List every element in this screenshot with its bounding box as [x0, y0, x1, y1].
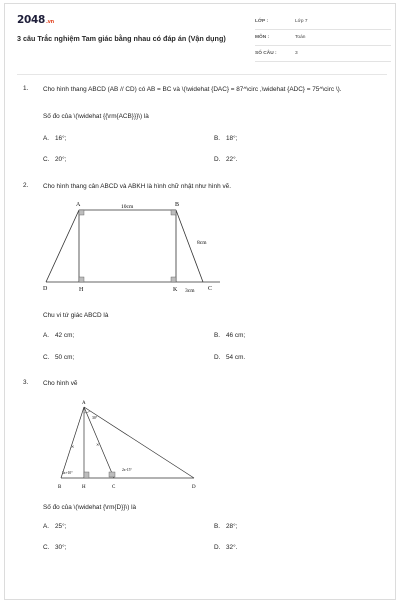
meta-label: MÔN : [255, 35, 270, 40]
label-a: A [76, 202, 81, 208]
meta-value: Lớp 7 [295, 19, 308, 24]
document-page [4, 3, 396, 600]
triangle-figure [55, 396, 205, 491]
site-logo[interactable]: 2048.vn [17, 14, 54, 26]
length-bc: 8cm [197, 240, 207, 246]
tick-mark: ✕ [96, 442, 100, 447]
divider [17, 74, 387, 75]
option-a[interactable]: A. 42 cm; [43, 332, 75, 339]
label-h: H [82, 485, 86, 490]
option-c[interactable]: C. 30°; [43, 544, 67, 551]
option-b[interactable]: B. 28°; [214, 523, 238, 530]
meta-row-subject [255, 32, 391, 46]
option-c[interactable]: C. 20°; [43, 156, 67, 163]
label-b: B [58, 485, 62, 490]
question-prompt: Chu vi tứ giác ABCD là [43, 312, 109, 319]
meta-row-class [255, 16, 391, 30]
option-b[interactable]: B. 18°; [214, 135, 238, 142]
label-b: B [175, 202, 180, 208]
length-ab: 10cm [121, 204, 134, 210]
option-d[interactable]: D. 32°. [214, 544, 238, 551]
option-d[interactable]: D. 54 cm. [214, 354, 246, 361]
question-number: 3. [23, 379, 29, 386]
meta-row-count [255, 48, 391, 62]
option-a[interactable]: A. 16°; [43, 135, 67, 142]
question-number: 2. [23, 182, 29, 189]
meta-value: 3 [295, 51, 298, 56]
angle-c: 2x-15° [122, 468, 132, 472]
page-header [17, 14, 387, 64]
label-c: C [112, 485, 116, 490]
tick-mark: ✕ [71, 444, 75, 449]
angle-b: 3x+10° [62, 471, 73, 475]
label-a: A [82, 401, 86, 406]
label-d: D [192, 485, 196, 490]
question-text: Cho hình thang cân ABCD và ABKH là hình chữ nhật như hình vẽ. [43, 183, 231, 190]
meta-value: Toán [295, 35, 306, 40]
length-kc: 3cm [185, 288, 195, 294]
question-prompt: Số đo của \(\widehat {\rm{D}}\) là [43, 504, 137, 511]
page-title: 3 câu Trắc nghiệm Tam giác bằng nhau có đáp án (Vận dụng) [17, 34, 226, 43]
meta-label: LỚP : [255, 19, 269, 24]
label-d: D [43, 286, 48, 292]
option-d[interactable]: D. 22°. [214, 156, 238, 163]
question-text: Cho hình vẽ [43, 380, 78, 387]
option-c[interactable]: C. 50 cm; [43, 354, 75, 361]
label-c: C [208, 286, 213, 292]
label-h: H [79, 287, 84, 293]
question-prompt: Số đo của \(\widehat {{\rm{ACB}}}\) là [43, 113, 149, 120]
question-text: Cho hình thang ABCD (AB // CD) có AB = BC và \(\widehat {DAC} = 87^\circ ,\widehat {ADC} = 75^\circ \). [43, 86, 342, 93]
option-b[interactable]: B. 46 cm; [214, 332, 246, 339]
angle-top: 30° [92, 416, 98, 420]
trapezoid-figure [35, 196, 225, 296]
label-k: K [173, 287, 178, 293]
question-number: 1. [23, 85, 29, 92]
meta-label: SỐ CÂU : [255, 51, 277, 56]
option-a[interactable]: A. 25°; [43, 523, 67, 530]
meta-table [255, 16, 391, 64]
